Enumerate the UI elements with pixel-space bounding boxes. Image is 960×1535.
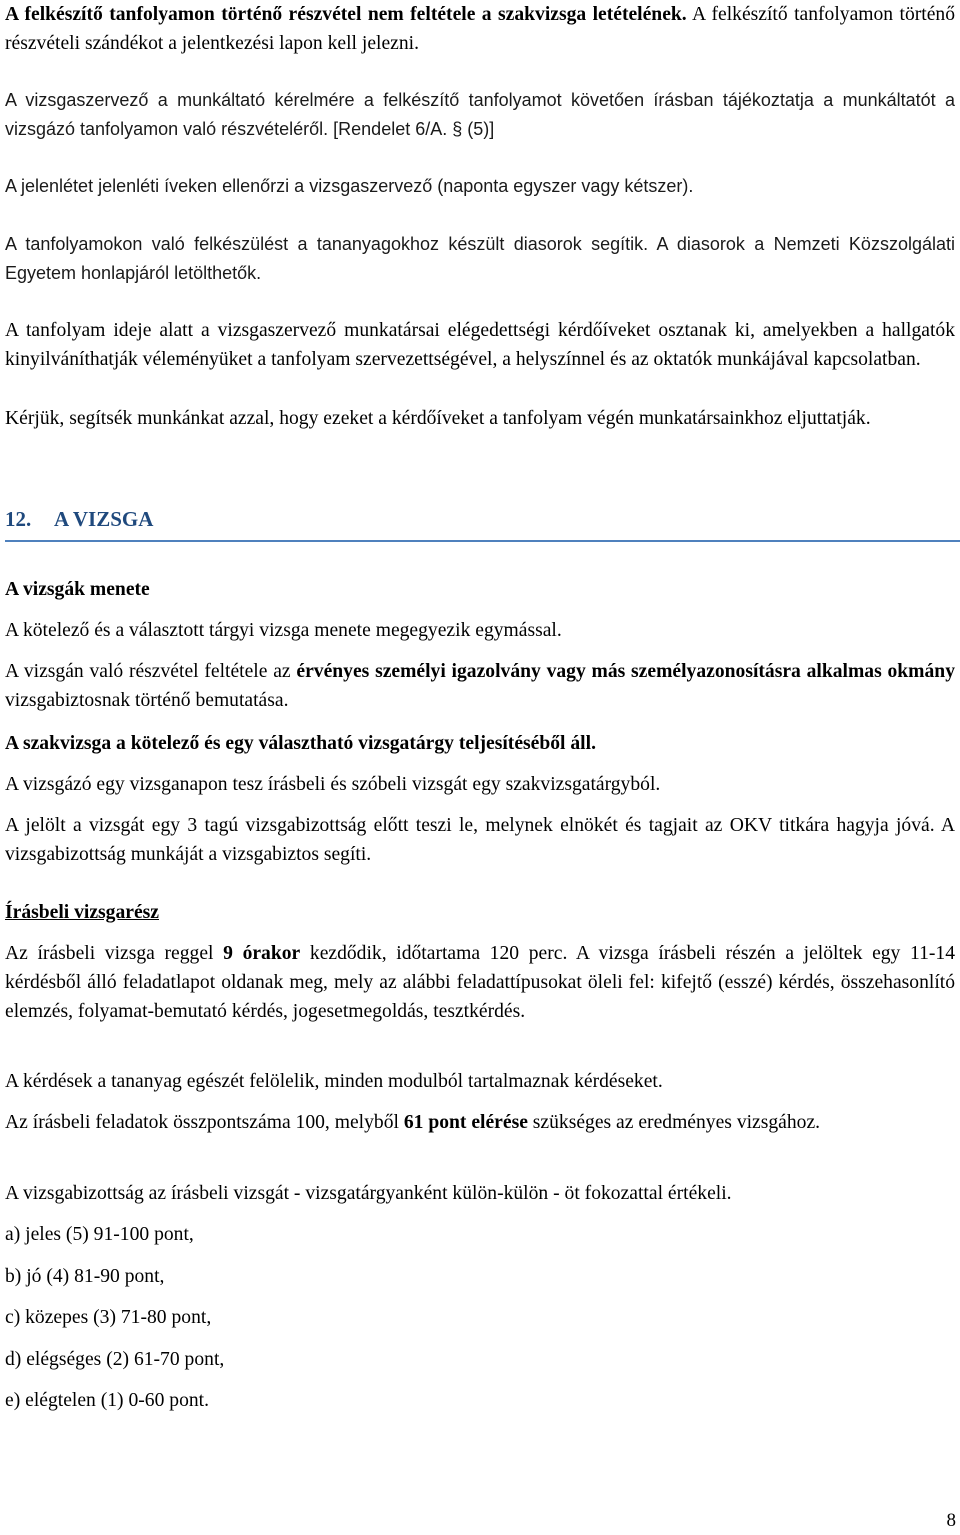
section-title: A VIZSGA	[54, 507, 154, 531]
total-points-bold: 61 pont elérése	[403, 1112, 528, 1133]
subheading-exam-process: A vizsgák menete	[5, 579, 150, 600]
identification-post: vizsgabiztosnak történő bemutatása.	[5, 690, 289, 711]
paragraph-slides: A tanfolyamokon való felkészülést a tananyagokhoz készült diasorok segítik. A diasorok a Nemzeti Közszolgálati Egyetem honlapjáról letölthetők.	[5, 234, 955, 283]
exam-composition-bold: A szakvizsga a kötelező és egy választható vizsgatárgy teljesítéséből áll.	[5, 733, 596, 754]
paragraph-identification	[5, 657, 955, 715]
paragraph-same-process: A kötelező és a választott tárgyi vizsga menete megegyezik egymással.	[5, 620, 562, 641]
paragraph-grading: A vizsgabizottság az írásbeli vizsgát - vizsgatárgyanként külön-külön - öt fokozattal értékeli.	[5, 1183, 732, 1204]
grade-item: b) jó (4) 81-90 pont,	[5, 1266, 165, 1287]
written-exam-time-bold: 9 órakor	[223, 943, 301, 964]
paragraph-survey: A tanfolyam ideje alatt a vizsgaszervező munkatársai elégedettségi kérdőíveket osztanak ki, amelyekben a hallgatók kinyilváníthatják véleményüket a tanfolyam szervezettségével, a helyszínnel és az oktatók munkájával kapcsolatban.	[5, 320, 955, 370]
identification-document-bold: érvényes személyi igazolvány vagy más személyazonosításra alkalmas okmány	[296, 661, 955, 682]
paragraph-course-participation	[5, 0, 955, 58]
grade-item: a) jeles (5) 91-100 pont,	[5, 1224, 194, 1245]
subheading-written-part: Írásbeli vizsgarész	[5, 902, 159, 923]
paragraph-attendance: A jelenlétet jelenléti íveken ellenőrzi a vizsgaszervező (naponta egyszer vagy kétszer).	[5, 176, 694, 196]
paragraph-question-coverage: A kérdések a tananyag egészét felölelik, minden modulból tartalmaznak kérdéseket.	[5, 1071, 663, 1092]
paragraph-employer-notification: A vizsgaszervező a munkáltató kérelmére a felkészítő tanfolyamot követően írásban tájékoztatja a munkáltatót a vizsgázó tanfolyamon való részvételéről. [Rendelet 6/A. § (5)]	[5, 90, 955, 139]
total-points-pre: Az írásbeli feladatok összpontszáma 100, melyből	[5, 1112, 404, 1133]
course-statement-rest: A felkészítő tanfolyamon történő részvételi szándékot a jelentkezési lapon kell jelezni.	[5, 4, 955, 54]
section-number: 12.	[5, 507, 32, 531]
grade-item: d) elégséges (2) 61-70 pont,	[5, 1349, 225, 1370]
paragraph-request: Kérjük, segítsék munkánkat azzal, hogy ezeket a kérdőíveket a tanfolyam végén munkatársainkhoz eljuttatják.	[5, 408, 871, 429]
identification-pre: A vizsgán való részvétel feltétele az	[5, 661, 297, 682]
written-exam-pre: Az írásbeli vizsga reggel	[5, 943, 224, 964]
paragraph-written-exam	[5, 939, 955, 1026]
page-number: 8	[946, 1510, 956, 1531]
paragraph-exam-day: A vizsgázó egy vizsganapon tesz írásbeli és szóbeli vizsgát egy szakvizsgatárgyból.	[5, 774, 661, 795]
paragraph-committee: A jelölt a vizsgát egy 3 tagú vizsgabizottság előtt teszi le, melynek elnökét és tagjait az OKV titkára hagyja jóvá. A vizsgabizottság munkáját a vizsgabiztos segíti.	[5, 815, 955, 865]
total-points-post: szükséges az eredményes vizsgához.	[527, 1112, 821, 1133]
grade-item: e) elégtelen (1) 0-60 pont.	[5, 1390, 210, 1411]
bold-course-statement: A felkészítő tanfolyamon történő részvétel nem feltétele a szakvizsga letételének.	[5, 4, 687, 25]
section-heading	[5, 502, 960, 542]
written-exam-post: kezdődik, időtartama 120 perc. A vizsga írásbeli részén a jelöltek egy 11-14 kérdésből álló feladatlapot oldanak meg, mely az alábbi feladattípusokat öleli fel: kifejtő (esszé) kérdés, összehasonlító elemzés, folyamat-bemutató kérdés, jogesetmegoldás, tesztkérdés.	[5, 943, 955, 1022]
grade-item: c) közepes (3) 71-80 pont,	[5, 1307, 212, 1328]
paragraph-exam-composition	[5, 729, 955, 758]
paragraph-total-points	[5, 1108, 955, 1137]
